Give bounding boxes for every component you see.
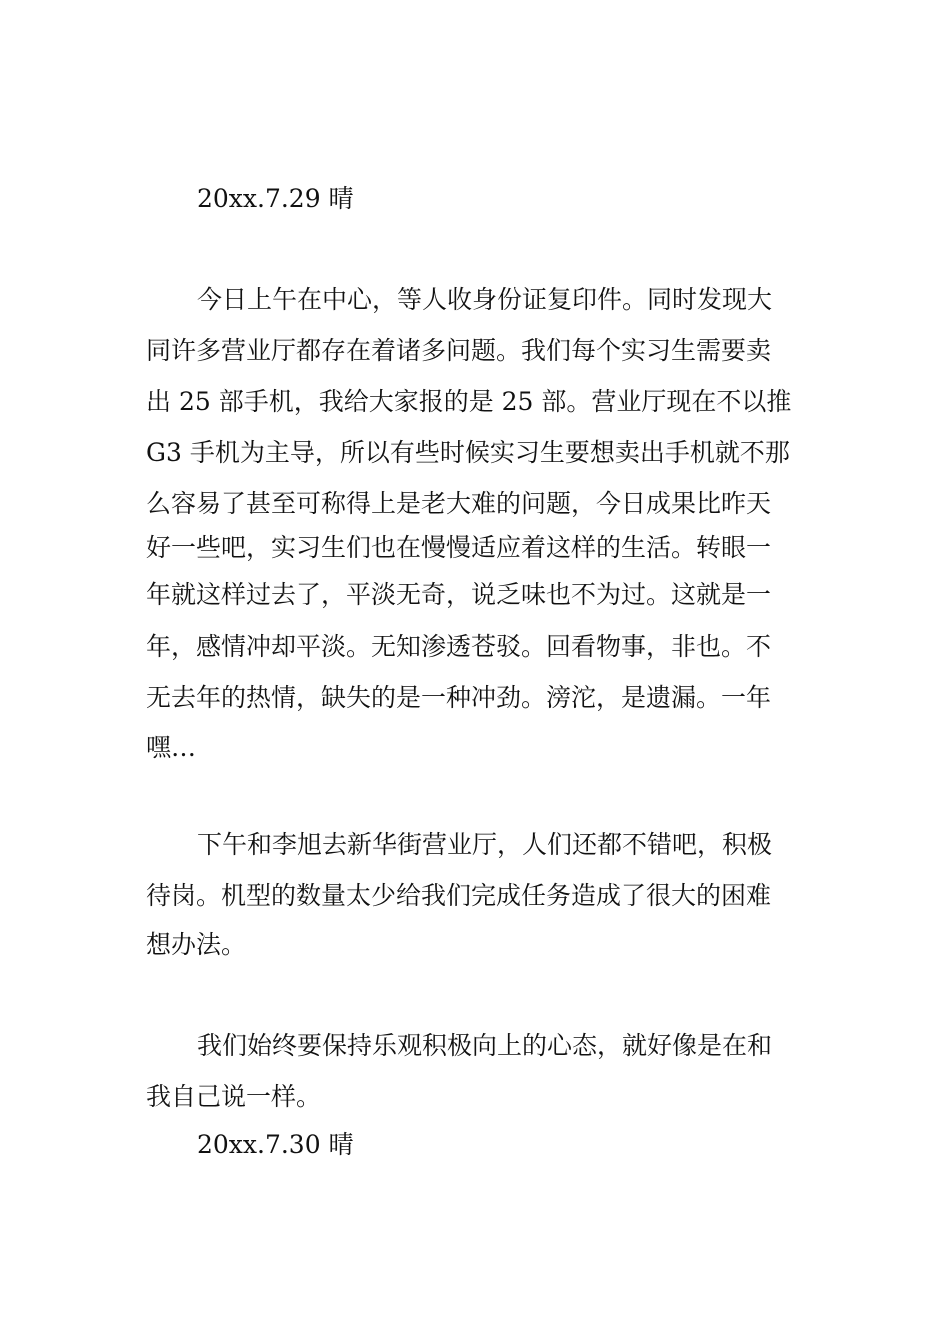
paragraph-line: 待岗。机型的数量太少给我们完成任务造成了很大的困难 [146,881,772,910]
paragraph-line: 同许多营业厅都存在着诸多问题。我们每个实习生需要卖 [146,336,772,365]
paragraph-line: 嘿… [146,733,197,762]
paragraph-line: 年，感情冲却平淡。无知渗透苍驳。回看物事，非也。不 [146,632,772,661]
paragraph-line: 好一些吧，实习生们也在慢慢适应着这样的生活。转眼一 [146,533,772,562]
paragraph-line: 今日上午在中心，等人收身份证复印件。同时发现大 [197,285,773,314]
date-heading-2: 20xx.7.30 晴 [197,1130,354,1159]
paragraph-line: 想办法。 [146,930,247,959]
paragraph-line: 出 25 部手机，我给大家报的是 25 部。营业厅现在不以推 [146,387,792,416]
paragraph-line: 无去年的热情，缺失的是一种冲劲。滂沱，是遗漏。一年 [146,683,772,712]
paragraph-line: 下午和李旭去新华街营业厅，人们还都不错吧，积极 [197,830,773,859]
paragraph-line: 年就这样过去了，平淡无奇，说乏味也不为过。这就是一 [146,580,772,609]
paragraph-line: 我们始终要保持乐观积极向上的心态，就好像是在和 [197,1031,773,1060]
paragraph-line: 么容易了甚至可称得上是老大难的问题，今日成果比昨天 [146,489,772,518]
paragraph-line: G3 手机为主导，所以有些时候实习生要想卖出手机就不那 [146,438,790,467]
date-heading-1: 20xx.7.29 晴 [197,184,354,213]
paragraph-line: 我自己说一样。 [146,1082,322,1111]
